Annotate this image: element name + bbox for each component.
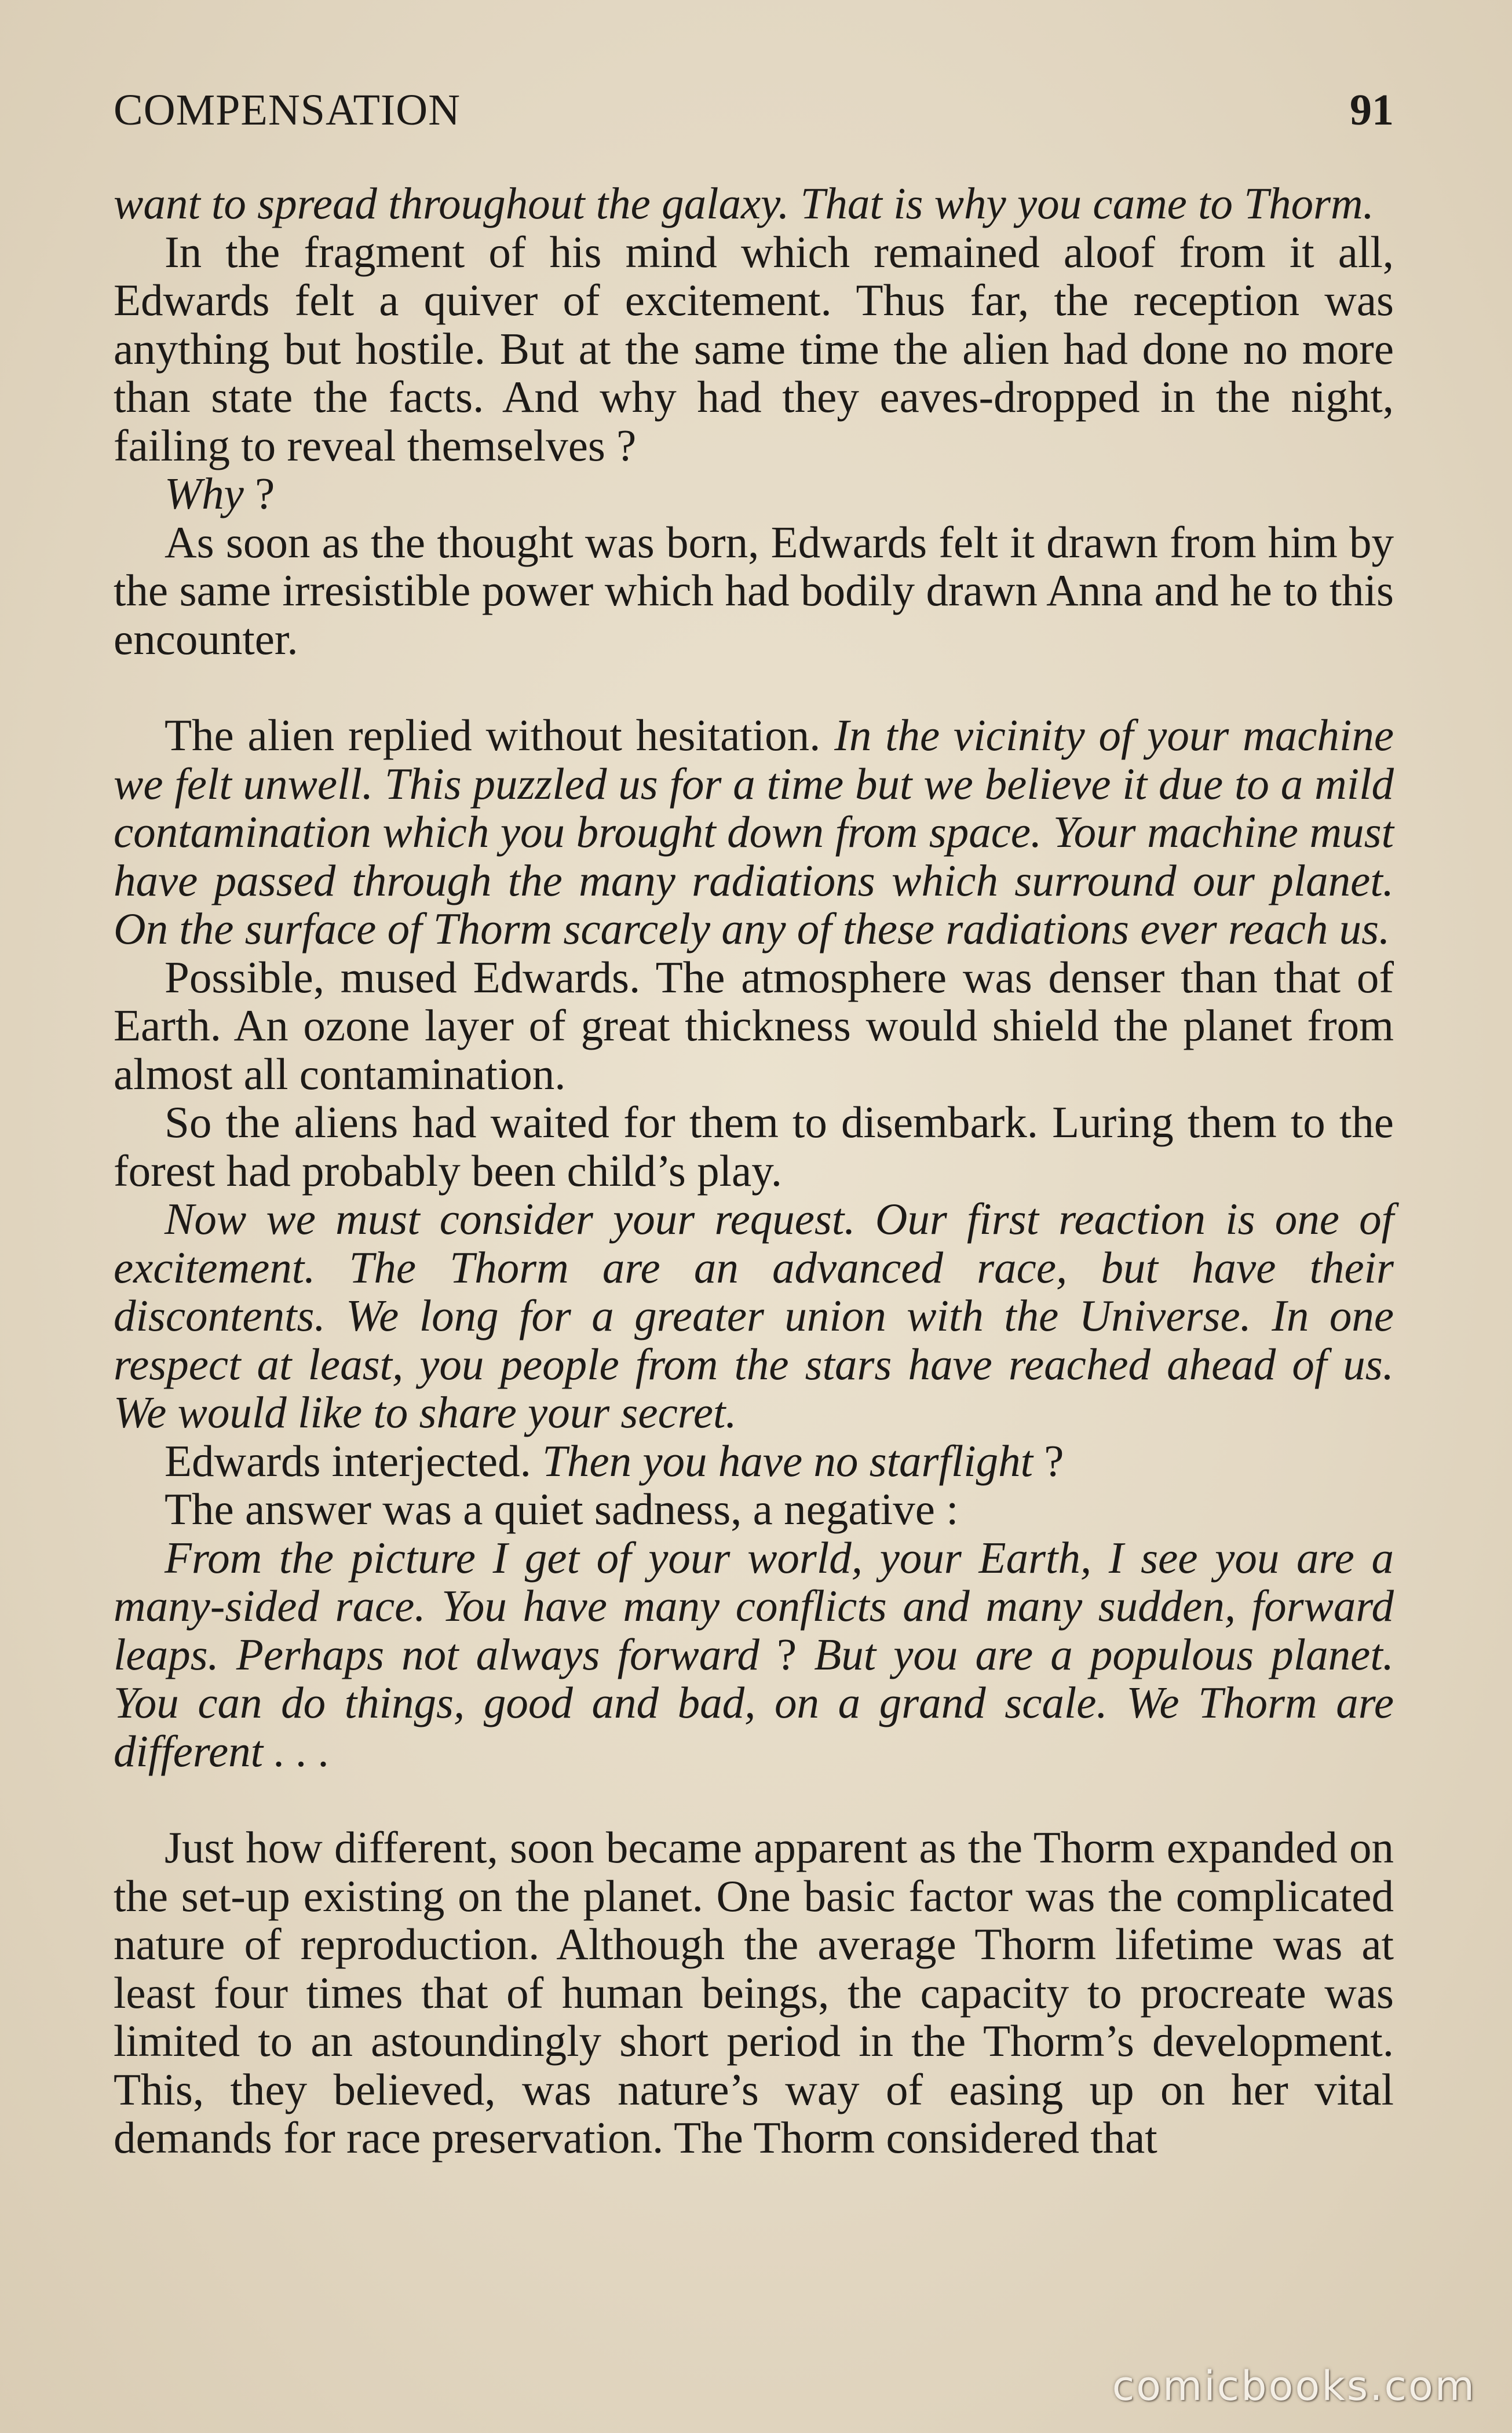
text-run: But you are a populous planet. You can do things, good and bad, on a grand scale. We Thorm are different . . .: [114, 1629, 1394, 1776]
paragraph: [114, 180, 1394, 228]
paragraph: [114, 711, 1394, 954]
text-run: want to spread throughout the galaxy. That is why you came to Thorm.: [114, 178, 1374, 228]
text-run: In the fragment of his mind which remained aloof from it all, Edwards felt a quiver of excitement. Thus far, the reception was anything but hostile. But at the same time the alien had done no more than state the facts. And why had they eaves-dropped in the night, failing to reveal themselves ?: [114, 227, 1394, 470]
text-run: Edwards interjected.: [165, 1435, 543, 1486]
text-run: The alien replied without hesitation.: [165, 710, 835, 760]
text-run: ?: [243, 469, 275, 518]
text-run: Just how different, soon became apparent as the Thorm expanded on the set-up existing on the planet. One basic factor was the complicated nature of reproduction. Although the average Thorm lifetime was at least four times that of human beings, the capacity to procreate was limited to an astoundingly short period in the Thorm’s development. This, they believed, was nature’s way of easing up on her vital demands for race preservation. The Thorm considered that: [114, 1822, 1394, 2162]
paragraph: [114, 1437, 1394, 1486]
text-run: The answer was a quiet sadness, a negative :: [165, 1484, 959, 1534]
body-text: [114, 180, 1394, 2162]
text-run: Then you have no starflight: [542, 1435, 1033, 1486]
text-run: As soon as the thought was born, Edwards felt it drawn from him by the same irresistible power which had bodily drawn Anna and he to this encounter.: [114, 517, 1394, 664]
text-run: ?: [759, 1629, 815, 1679]
page-number: 91: [1350, 86, 1394, 134]
paragraph: [114, 954, 1394, 1099]
text-run: From the picture I get of your world, your Earth, I see you are a many-sided race. You have many conflicts and many sudden, forward leaps. Perhaps not always forward: [114, 1532, 1394, 1679]
running-head: [114, 87, 1394, 133]
paragraph: [114, 470, 1394, 518]
paragraph: [114, 1195, 1394, 1437]
paragraph: [114, 518, 1394, 664]
watermark: comicbooks.com: [1112, 2362, 1476, 2410]
paragraph: [114, 228, 1394, 470]
paragraph: [114, 1098, 1394, 1195]
paragraph: [114, 1534, 1394, 1776]
text-run: Possible, mused Edwards. The atmosphere was denser than that of Earth. An ozone layer of great thickness would shield the planet from almost all contamination.: [114, 952, 1394, 1099]
paragraph: [114, 1485, 1394, 1534]
text-run: Now we must consider your request. Our first reaction is one of excitement. The Thorm are an advanced race, but have their discontents. We long for a greater union with the Universe. In one respect at least, you people from the stars have reached ahead of us. We would like to share your secret.: [114, 1194, 1394, 1437]
text-run: ?: [1033, 1435, 1064, 1486]
paragraph: [114, 1824, 1394, 2162]
chapter-title: COMPENSATION: [114, 86, 461, 134]
text-run: In the vicinity of your machine we felt unwell. This puzzled us for a time but we believe it due to a mild contamination which you brought down from space. Your machine must have passed through the many radiations which surround our planet. On the surface of Thorm scarcely any of these radiations ever reach us.: [114, 710, 1394, 954]
text-run: Why: [165, 469, 244, 518]
text-run: So the aliens had waited for them to disembark. Luring them to the forest had probably been child’s play.: [114, 1097, 1394, 1196]
